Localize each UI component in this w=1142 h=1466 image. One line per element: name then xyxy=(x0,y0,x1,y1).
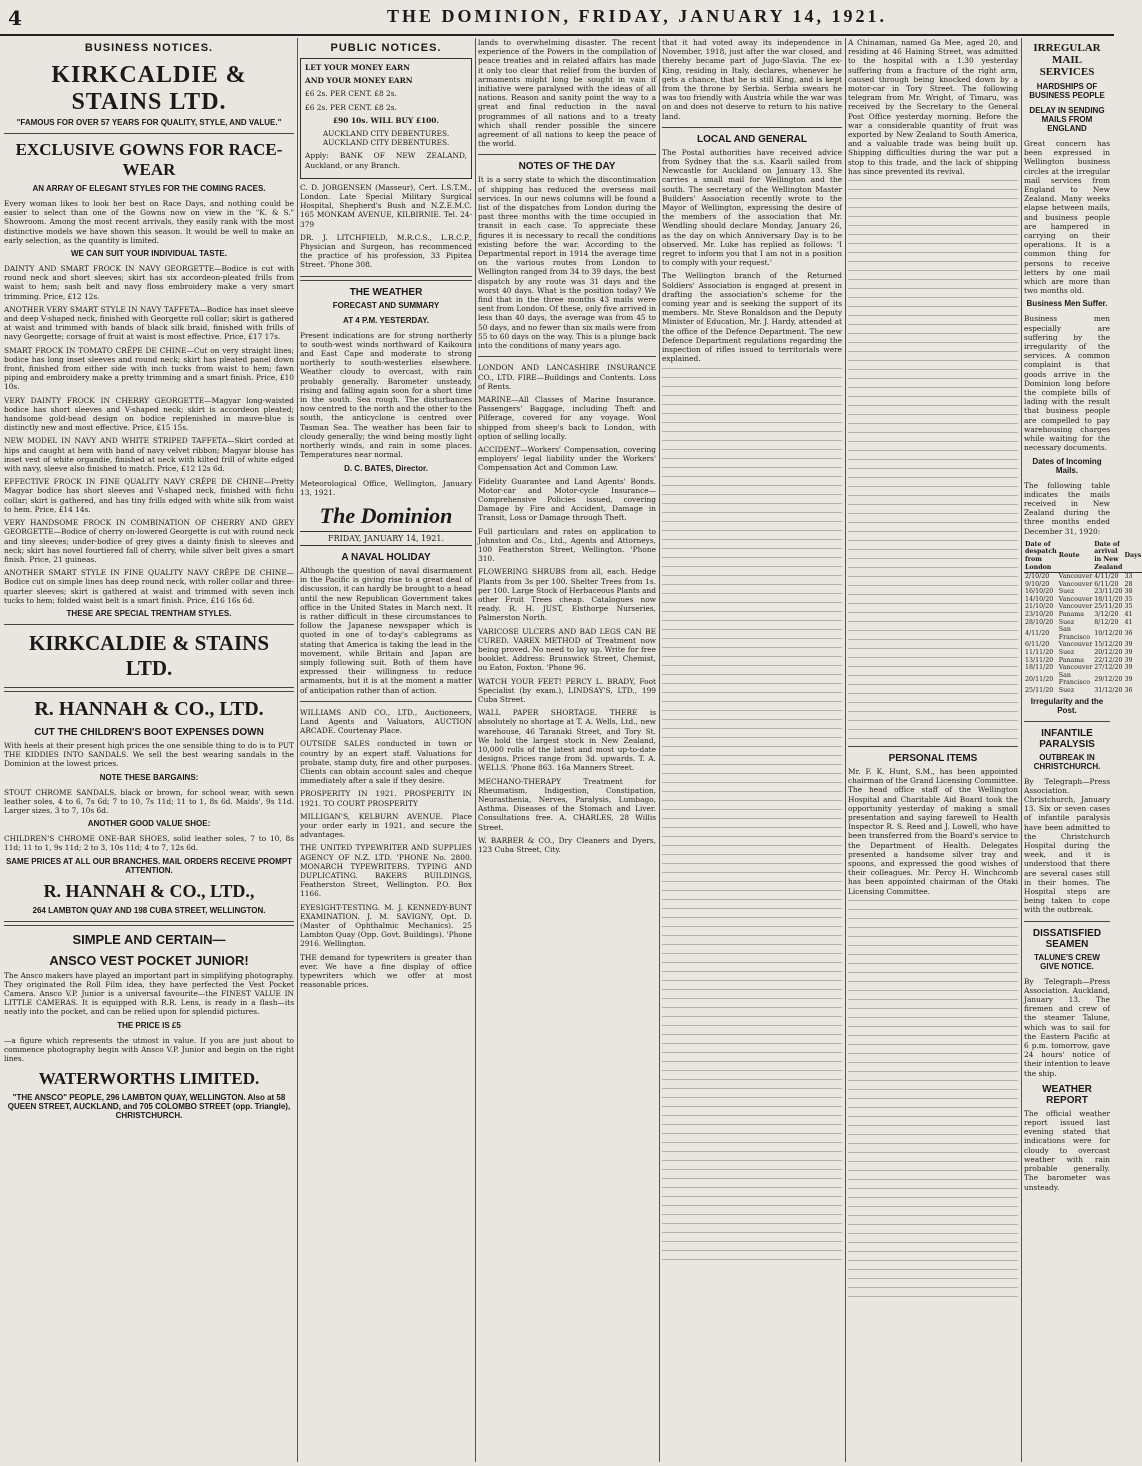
table-cell: 6/11/20 xyxy=(1025,641,1050,649)
prices-line: SAME PRICES AT ALL OUR BRANCHES. MAIL ORDERS RECEIVE PROMPT ATTENTION. xyxy=(5,856,293,875)
table-cell: 27/12/20 xyxy=(1094,664,1123,672)
frock-item: VERY HANDSOME FROCK IN COMBINATION OF CHERRY AND GREY GEORGETTE—Bodice of cherry on-lowered Georgette is cut with round neck and tiny sleeves; under-bodice of grey gives a dainty finish to sleeves and neck; skirt has novel fourtiered fall of cherry, while silver belt gives a smart finish. Price, 21 guineas. xyxy=(4,518,294,564)
table-cell: 14/10/20 xyxy=(1025,595,1054,603)
table-cell: Suez xyxy=(1058,649,1075,657)
table-cell: Vancouver xyxy=(1058,573,1093,581)
table-cell: 28/10/20 xyxy=(1025,618,1054,626)
personal-text: Mr. F. K. Hunt, S.M., has been appointed chairman of the Grand Licensing Committee. The head office staff of the Wellington Hospital and Charitable Aid Board took the opportunity yesterday of making a small presentation and saying farewell to Health Inspector R. S. Reed and J. Lowell, who have been transferred from the Board's service to the Department of Health. Delegates presented a handsome silver tray and spoons, and expressed the good wishes of their colleagues. Mr. Percy H. Winchcomb has been appointed chairman of the Otaki Licensing Committee. xyxy=(848,767,1018,896)
column-rule xyxy=(1021,38,1022,1462)
value-text: CHILDREN'S CHROME ONE-BAR SHOES, solid leather soles, 7 to 10, 8s 11d; 11 to 1, 9s 11d; 2 to 3, 10s 11d; 4 to 7, 12s 6d. xyxy=(4,834,294,853)
table-cell: 4/11/20 xyxy=(1025,630,1050,638)
money-line: AND YOUR MONEY EARN xyxy=(305,76,413,86)
table-cell: 9/10/20 xyxy=(1025,580,1050,588)
table-cell: Vancouver xyxy=(1058,641,1093,649)
boots-text: With heels at their present high prices the one sensible thing to do is to PUT THE KIDDIES INTO SANDALS. We sell the best wearing sandals in the Dominion at the lowest prices. xyxy=(4,740,294,769)
seamen-heading: DISSATISFIED SEAMEN xyxy=(1032,927,1102,950)
table-cell: 16/10/20 xyxy=(1025,588,1054,596)
table-cell: 6/11/20 xyxy=(1094,580,1119,588)
table-cell: 8/12/20 xyxy=(1094,618,1119,626)
classified-ad: WATCH YOUR FEET! PERCY L. BRADY, Foot Specialist (by exam.), LINDSAY'S, LTD., 199 Cuba Street. xyxy=(478,676,656,704)
classified-ad: W. BARBER & CO., Dry Cleaners and Dyers, 123 Cuba Street, City. xyxy=(478,835,656,855)
hannah-title: R. HANNAH & CO., LTD. xyxy=(34,697,264,720)
table-cell: 33 xyxy=(1124,573,1133,581)
table-cell: 35 xyxy=(1124,595,1133,603)
bargains-heading: NOTE THESE BARGAINS: xyxy=(99,772,199,782)
classified-ad: PROSPERITY IN 1921. PROSPERITY IN 1921. TO COURT PROSPERITY xyxy=(300,789,472,808)
table-row xyxy=(1024,619,1142,627)
table-cell: 4/11/20 xyxy=(1094,573,1119,581)
classified-ad: WILLIAMS AND CO., LTD., Auctioneers, Land Agents and Valuators, AUCTION ARCADE. Courtenay Place. xyxy=(300,707,472,736)
table-row xyxy=(1024,588,1142,596)
divider xyxy=(4,624,294,625)
table-cell: 36 xyxy=(1124,687,1133,694)
masthead xyxy=(0,0,1114,36)
suit-line: WE CAN SUIT YOUR INDIVIDUAL TASTE. xyxy=(70,249,227,259)
table-cell: Vancouver xyxy=(1058,595,1093,603)
local-text-2: The Wellington branch of the Returned Soldiers' Association is engaged at present in drafting the association's scheme for the coming year and is seeking the support of its members. Mr. Steve Ronaldson and the Deputy Minister of Education, Mr. J. Hardy, attended at the office of the Defence Department. The new Defence Department regulations regarding the inspection of rifles issued to territorials were explained. xyxy=(662,271,842,364)
jorgensen-ad: C. D. JORGENSEN (Masseur), Cert. I.S.T.M., London. Late Special Military Surgical Hospital, Shepherd's Bush and N.Z.E.M.C. 165 MONKAM AVENUE, KILBIRNIE. Tel. 24-379 xyxy=(300,182,472,229)
classified-ad: Full particulars and rates on application to Johnston and Co., Ltd., Agents and Attorneys, 100 Featherston Street, Wellington. 'Phone 310. xyxy=(478,526,656,564)
table-row xyxy=(1024,664,1142,672)
delay-heading: DELAY IN SENDING MAILS FROM ENGLAND xyxy=(1029,106,1105,133)
news-continued: that it had voted away its independence in November, 1918, just after the war closed, and thereby became part of Jugo-Slavia. The ex-King, residing in Italy, declares, whenever he gets a chance, that he is still King, and is kept from the throne by Serbia. Serbia swears he was too friendly with Austria while the war was on and does not deserve to return to his native land. xyxy=(662,38,842,121)
table-cell: Suez xyxy=(1058,618,1075,626)
irregular-heading: IRREGULAR MAIL SERVICES xyxy=(1033,42,1101,78)
hannah-address: 264 LAMBTON QUAY AND 198 CUBA STREET, WELLINGTON. xyxy=(32,905,266,915)
table-cell: Vancouver xyxy=(1058,580,1093,588)
seamen-text: By Telegraph—Press Association. Auckland, January 13. The firemen and crew of the steamer Talune, which was to sail for the Eastern Pacific at 6 p.m. tomorrow, gave 24 hours' notice of their intention to leave the ship. xyxy=(1024,976,1110,1078)
brand-tagline: "FAMOUS FOR OVER 57 YEARS FOR QUALITY, STYLE, AND VALUE." xyxy=(16,118,282,127)
table-row xyxy=(1024,649,1142,657)
naval-continued: lands to overwhelming disaster. The recent experience of the Powers in the compilation of peace treaties and in related affairs has made it only too clear that relief from the burden of armaments might long be sought in vain if initiative were paralysed with the ideas of all nations. Reason and sanity point the way to a great and final reduction in the naval programmes of all nations and to a treaty which shall render possible the sincere agreement of all nations to keep the peace of the world. xyxy=(478,38,656,149)
weather-heading: THE WEATHER xyxy=(349,286,423,298)
table-row xyxy=(1024,596,1142,604)
frock-item: ANOTHER SMART STYLE IN FINE QUALITY NAVY CRÊPE DE CHINE—Bodice cut on simple lines has deep round neck, with roller collar and three-quarter sleeves; skirt is gathered at waist and trimmed with seven inch tucks to hem; folded waist belt is a smart finish. Price, £16 16s 6d. xyxy=(4,568,294,605)
weather-report-text: The official weather report issued last evening stated that indications were for cloudy to overcast weather with rain probable generally. The barometer was unsteady. xyxy=(1024,1108,1110,1192)
table-cell: 23/10/20 xyxy=(1025,611,1054,619)
text-body-filler xyxy=(848,900,1018,1300)
dates-heading: Dates of Incoming Mails. xyxy=(1032,456,1102,475)
table-row xyxy=(1024,672,1142,687)
table-cell: 39 xyxy=(1124,675,1133,683)
brand-repeat: KIRKCALDIE & STAINS LTD. xyxy=(29,630,269,680)
gowns-subheading: AN ARRAY OF ELEGANT STYLES FOR THE COMING RACES. xyxy=(32,184,266,193)
naval-text: Although the question of naval disarmament in the Pacific is giving rise to a great deal of discussion, it can hardly be brought to a head until the new Republican Government takes office in the United States in March next. It is rather difficult in these circumstances to follow the Japanese newspaper which is quoted in one of to-day's cablegrams as stating that America is taking the lead in the movement, while Britain and Japan are simply following suit. Both of them have expressed their willingness to reduce armaments, but it is at the moment a matter of anticipation rather than of action. xyxy=(300,565,472,695)
text-body-filler xyxy=(662,368,842,1268)
gowns-heading: EXCLUSIVE GOWNS FOR RACE-WEAR xyxy=(15,140,283,179)
table-cell: 36 xyxy=(1124,630,1133,638)
page-number: 4 xyxy=(8,6,22,30)
table-cell: 35 xyxy=(1124,603,1133,611)
classified-ad: LONDON AND LANCASHIRE INSURANCE CO., LTD. FIRE—Buildings and Contents. Loss of Rents. xyxy=(478,363,656,391)
divider xyxy=(478,356,656,357)
divider xyxy=(4,921,294,926)
table-cell: 15/12/20 xyxy=(1094,641,1123,649)
hannah-repeat: R. HANNAH & CO., LTD., xyxy=(43,880,255,901)
divider xyxy=(4,133,294,134)
outbreak-text: By Telegraph—Press Association. Christchurch, January 13. Six or seven cases of infantile paralysis have been admitted to the Christchurch Hospital during the week, and it is understood that there are several cases still in their homes. The Hospital steps are being taken to cope with the outbreak. xyxy=(1024,776,1110,915)
hardships-heading: HARDSHIPS OF BUSINESS PEOPLE xyxy=(1029,82,1105,100)
column-rule xyxy=(297,38,298,1462)
ansco-heading: SIMPLE AND CERTAIN— xyxy=(72,931,226,947)
column-news xyxy=(662,38,842,1462)
column-rule xyxy=(659,38,660,1462)
frock-item: ANOTHER VERY SMART STYLE IN NAVY TAFFETA—Bodice has inset sleeve and deep V-shaped neck, finished with Georgette roll collar; skirt is gathered at waist and trimmed with bands of black silk braid, finished with frills of navy Georgette; corsage of fruit at waist is most effective. Price, £17 17s. xyxy=(4,304,294,342)
column-public-notices xyxy=(300,38,472,1462)
ansco-text: The Ansco makers have played an important part in simplifying photography. They originated the Roll Film idea, they have perfected the Vest Pocket Camera. Ansco V.P. Junior is a universal favourite—the FINEST VALUE IN LITTLE CAMERAS. It is equipped with R.R. Lens, is ready in a flash—its neatly into the pocket, and can be relied upon for splendid pictures. xyxy=(4,970,294,1017)
naval-heading: A NAVAL HOLIDAY xyxy=(341,551,431,563)
table-row xyxy=(1024,626,1142,641)
table-row xyxy=(1024,657,1142,665)
table-cell: 18/11/20 xyxy=(1094,595,1123,603)
local-heading: LOCAL AND GENERAL xyxy=(697,133,807,145)
frock-item: EFFECTIVE FROCK IN FINE QUALITY NAVY CRÊPE DE CHINE—Pretty Magyar bodice has short sleeves and V-shaped neck, finished with fichu collar; skirt is gathered, and has tiny frills edged with white silk from waist to hem. Price, £14 14s. xyxy=(4,477,294,514)
waterworths-title: WATERWORTHS LIMITED. xyxy=(38,1069,260,1089)
classified-ad: EYESIGHT-TESTING. M. J. KENNEDY-BUNT EXAMINATION. J. M. SAVIGNY, Opt. D. (Master of Ophthalmic Mechanics). 25 Lambton Quay (Opp. Govt. Buildings). 'Phone 2916. Wellington. xyxy=(300,902,472,949)
column-rule xyxy=(845,38,846,1462)
frock-item: NEW MODEL IN NAVY AND WHITE STRIPED TAFFETA—Skirt corded at hips and caught at hem with band of navy velvet ribbon; Magyar blouse has inset vest of white organdie, finished at neck with kilted frill of white edged with navy, sleeve also finished to match. Price, £12 12s 6d. xyxy=(4,436,294,474)
frock-item: DAINTY AND SMART FROCK IN NAVY GEORGETTE—Bodice is cut with round neck and short sleeves; skirt has six accordeon-pleated frills from waist to hem; sash belt and navy floss embroidery make a very smart trimming. Price, £12 12s. xyxy=(4,264,294,301)
table-cell: 39 xyxy=(1124,649,1133,657)
money-line: £90 10s. WILL BUY £100. xyxy=(333,115,439,125)
bargains-text: STOUT CHROME SANDALS, black or brown, for school wear, with sewn leather soles, 4 to 6, 7s 6d; 7 to 10, 7s 11d; 11 to 1, 8s 6d. Maids', 9s 11d. Larger sizes, 3 to 7, 10s 6d. xyxy=(4,787,294,815)
outbreak-heading: OUTBREAK IN CHRISTCHURCH. xyxy=(1033,752,1101,771)
table-cell: 28 xyxy=(1124,580,1133,588)
classified-ad: FLOWERING SHRUBS from all, each. Hedge Plants from 3s per 100. Shelter Trees from 1s. per 100. Large Stock of Herbaceous Plants and other Fruit Trees cheap. Catalogues now ready. R. H. JUST, Elsthorpe Nurseries, Palmerston North. xyxy=(478,567,656,623)
table-cell: 25/11/20 xyxy=(1094,603,1123,611)
classified-ad: OUTSIDE SALES conducted in town or country by an expert staff. Valuations for probate, stamp duty, fire and other purposes. Clients can obtain account sales and cheque immediately after a sale if they desire. xyxy=(300,739,472,786)
waterworths-address: "THE ANSCO" PEOPLE, 296 LAMBTON QUAY, WELLINGTON. Also at 58 QUEEN STREET, AUCKLAND, and 705 COLOMBO STREET (opp. Triangle), CHRISTCHURCH. xyxy=(7,1093,291,1121)
masthead-title: THE DOMINION, FRIDAY, JANUARY 14, 1921. xyxy=(387,6,887,26)
table-row xyxy=(1024,611,1142,619)
column-business-notices xyxy=(4,38,294,1462)
boots-heading: CUT THE CHILDREN'S BOOT EXPENSES DOWN xyxy=(34,726,264,738)
table-cell: 18/11/20 xyxy=(1025,664,1054,672)
table-cell: 20/11/20 xyxy=(1025,675,1054,683)
divider xyxy=(300,276,472,281)
column-editorial xyxy=(478,38,656,1462)
brand-title: KIRKCALDIE & STAINS LTD. xyxy=(51,62,247,115)
table-cell: Panama xyxy=(1058,656,1085,664)
classified-ad: WALL PAPER SHORTAGE. THERE is absolutely no shortage at T. A. Wells, Ltd., new warehouse, 46 Taranaki Street, and Tory St. We hold the largest stock in New Zealand, 10,000 rolls of the latest and most up-to-date designs. Prices range from 3d. upwards. T. A. WELLS. 'Phone 863. 16a Manners Street. xyxy=(478,708,656,773)
table-row xyxy=(1024,581,1142,589)
debentures-line: AUCKLAND CITY DEBENTURES. AUCKLAND CITY DEBENTURES. xyxy=(322,129,450,148)
paper-title: The Dominion xyxy=(319,502,453,528)
ansco-subheading: ANSCO VEST POCKET JUNIOR! xyxy=(49,952,249,968)
value-heading: ANOTHER GOOD VALUE SHOE: xyxy=(87,819,211,829)
gowns-text: Every woman likes to look her best on Race Days, and nothing could be easier to select than one of the Gowns now on view in the "K. & S." Showroom. Among the most recent arrivals, they easily rank with the most distinctive models we have shown this season. It would be well to make an early selection, as the quantity is limited. xyxy=(4,199,294,245)
column-header: Days xyxy=(1124,540,1142,573)
money-ad xyxy=(300,58,472,179)
divider xyxy=(4,687,294,692)
money-line: £6 2s. PER CENT. £8 2s. xyxy=(305,89,397,99)
section-header: BUSINESS NOTICES. xyxy=(84,42,214,54)
classified-ad: MARINE—All Classes of Marine Insurance. Passengers' Baggage, including Theft and Pilferage, covered for any voyage. Wool shipped from sheep's back to London, with option of selling locally. xyxy=(478,394,656,441)
classified-ad: ACCIDENT—Workers' Compensation, covering employers' legal liability under the Workers' Compensation Act and Common Law. xyxy=(478,444,656,473)
table-cell: Panama xyxy=(1058,611,1085,619)
forecast-text: Present indications are for strong northerly to south-west winds northward of Kaikoura and East Cape and moderate to strong northerly to south-westerlies elsewhere. Weather cloudy to overcast, with rain probably generally. Barometer unsteady, rising and falling again soon for a short time in the south. Sea rough. The disturbances now centred to the north and the other to the south, the anticyclone is centred over Tasman Sea. The weather has been fair to cloudy generally; the wind being mostly light northerly winds, and rain in some places. Temperatures near normal. xyxy=(300,330,472,460)
notes-text: It is a sorry state to which the discontinuation of shipping has reduced the overseas mail services. In our news columns will be found a list of the dispatches from London during the past three months with the time occupied in transit in each case. To appreciate these figures it is necessary to recall the conditions existing before the war. According to the Departmental report in 1914 the average time on the various routes from London to Wellington ranged from 34 to 39 days, the best dispatch by any route was 31 days and the worst 40 days. What is the position today? We find that in the three months 43 mails were sent from London. Of these, only five arrived in less than 40 days, the average was from 45 to 50 days, and no fewer than six mails were from 55 to 60 days on the way. This is a plunge back into the conditions of many years ago. xyxy=(478,175,656,351)
mail-table xyxy=(1024,540,1142,695)
litchfield-ad: DR. J. LITCHFIELD, M.R.C.S., L.R.C.P., Physician and Surgeon, has recommenced the practice of his profession, 33 Pipitea Street. 'Phone 308. xyxy=(300,232,472,270)
forecast-time: AT 4 P.M. YESTERDAY. xyxy=(343,315,429,325)
local-text: The Postal authorities have received advice from Sydney that the s.s. Kaarli sailed from Newcastle for Auckland on January 13. She carries a small mail for Wellington and the south. The secretary of the Wellington Master Builders' Association recently wrote to the Mayor of Wellington, expressing the desire of the members of the association that Mr. Wendling should declare Monday, January 26, as the day on which Anniversary Day is to be observed. Mr. Luke has replied as follows: 'I regret to inform you that I am not in a position to comply with your request.' xyxy=(662,147,842,268)
classified-ad: Fidelity Guarantee and Land Agents' Bonds. Motor-car and Motor-cycle Insurance—Comprehensive Policies issued, covering Damage by Fire and Accident, Damage in Transit, Loss or Damage through Theft. xyxy=(478,476,656,523)
seamen-subheading: TALUNE'S CREW GIVE NOTICE. xyxy=(1034,952,1100,971)
frock-item: SMART FROCK IN TOMATO CRÊPE DE CHINE—Cut on very straight lines; bodice has long inset sleeves and round neck; skirt has pleated panel down front, finished from either side with inch tucks from waist to hem; fawn piping and embroidery make a pretty trimming and a smart finish. Price, £10 10s. xyxy=(4,345,295,392)
classified-ad: THE UNITED TYPEWRITER AND SUPPLIES AGENCY OF N.Z. LTD. 'PHONE No. 2800. MONARCH TYPEWRITERS. TYPING AND DUPLICATING. BAKERS BUILDINGS, Featherston Street, Wellington. P.O. Box 1166. xyxy=(300,843,472,899)
debentures-text: Apply: BANK OF NEW ZEALAND, Auckland, or any Branch. xyxy=(305,151,467,170)
table-row xyxy=(1024,641,1142,649)
paper-date: FRIDAY, JANUARY 14, 1921. xyxy=(300,531,472,546)
table-row xyxy=(1024,603,1142,611)
table-cell: Vancouver xyxy=(1058,603,1093,611)
table-cell: Vancouver xyxy=(1058,664,1093,672)
divider xyxy=(300,701,472,702)
infantile-heading: INFANTILE PARALYSIS xyxy=(1039,727,1095,750)
table-cell: San Francisco xyxy=(1058,671,1091,687)
table-cell: 23/11/20 xyxy=(1094,588,1123,596)
table-cell: 31/12/20 xyxy=(1094,687,1123,694)
table-cell: 39 xyxy=(1124,641,1133,649)
personal-heading: PERSONAL ITEMS xyxy=(888,753,978,765)
table-header-row xyxy=(1024,540,1142,573)
money-line: £6 2s. PER CENT. £8 2s. xyxy=(305,102,397,112)
table-body xyxy=(1024,573,1142,695)
weather-report-heading: WEATHER REPORT xyxy=(1042,1083,1092,1106)
table-cell: 10/12/20 xyxy=(1094,630,1123,638)
divider xyxy=(848,746,1018,747)
ansco-text-2: —a figure which represents the utmost in value. If you are just about to commence photography begin with Ansco V.P. Junior and begin on the right lines. xyxy=(4,1035,294,1063)
table-row xyxy=(1024,573,1142,581)
trentham-line: THESE ARE SPECIAL TRENTHAM STYLES. xyxy=(66,608,232,618)
section-header: PUBLIC NOTICES. xyxy=(330,42,442,54)
divider xyxy=(1024,721,1110,722)
suffer-heading: Business Men Suffer. xyxy=(1026,299,1108,309)
table-cell: 11/11/20 xyxy=(1025,649,1054,657)
table-cell: 39 xyxy=(1124,656,1133,664)
forecast-sign: D. C. BATES, Director. xyxy=(344,463,428,473)
table-row xyxy=(1024,687,1142,695)
table-cell: 29/12/20 xyxy=(1094,675,1123,683)
classified-ad: VARICOSE ULCERS AND BAD LEGS CAN BE CURED. VAREX METHOD of Treatment now being proved. No need to lay up. Write for free booklet. Address: Brunswick Street, Chemist, ou Eaton, Foxton. 'Phone 96. xyxy=(478,626,656,673)
frock-item: VERY DAINTY FROCK IN CHERRY GEORGETTE—Magyar long-waisted bodice has short sleeves and V-shaped neck; skirt is accordeon pleated; handsome gold-bead design on bodice replenished in mauve-blue is distinctly new and most effective. Price, £15 15s. xyxy=(4,395,294,433)
classified-ad: MECHANO-THERAPY Treatment for Rheumatism, Indigestion, Constipation, Neurasthenia, Nerves, Paralysis, Lumbago, Asthma. Diseases of the Stomach and Liver. Consultations free. A. CHARLES, 28 Willis Street. xyxy=(478,776,656,832)
table-cell: Suez xyxy=(1058,687,1075,694)
ansco-price: THE PRICE IS £5 xyxy=(117,1020,181,1030)
table-cell: 41 xyxy=(1124,618,1133,626)
column-news-2 xyxy=(848,38,1018,1462)
column-mail-services xyxy=(1024,38,1142,1462)
divider xyxy=(662,127,842,128)
table-cell: San Francisco xyxy=(1058,626,1091,641)
notes-heading: NOTES OF THE DAY xyxy=(518,161,616,173)
table-cell: 41 xyxy=(1124,611,1133,619)
table-cell: Suez xyxy=(1058,588,1075,596)
column-header: Date of despatch from London xyxy=(1024,540,1058,573)
forecast-heading: FORECAST AND SUMMARY xyxy=(332,300,440,310)
table-cell: 25/11/20 xyxy=(1025,687,1054,694)
table-cell: 20/12/20 xyxy=(1094,649,1123,657)
table-cell: 3/12/20 xyxy=(1094,611,1119,619)
divider xyxy=(1024,921,1110,922)
mail-text: Great concern has been expressed in Wellington business circles at the irregular mail services from England to New Zealand. Many weeks elapse between mails, and business people are hampered in carrying on their operations. It is a common thing for persons to receive letters by one mail which are more than two months old. xyxy=(1024,139,1110,296)
table-cell: 21/10/20 xyxy=(1025,603,1054,611)
table-cell: 2/10/20 xyxy=(1025,573,1050,581)
irregularity-heading: Irregularity and the Post. xyxy=(1030,696,1104,715)
column-rule xyxy=(475,38,476,1462)
forecast-office: Meteorological Office, Wellington, January 13, 1921. xyxy=(300,478,472,497)
suffer-text: Business men especially are suffering by the irregularity of the services. A common complaint is that goods arrive in the Dominion long before the complete bills of lading with the result that business people are compelled to pay warehousing charges while waiting for the necessary documents. xyxy=(1024,314,1110,453)
column-header: Date of arrival in New Zealand xyxy=(1093,540,1123,573)
classified-ad: MILLIGAN'S, KELBURN AVENUE. Place your order early in 1921, and secure the advantages. xyxy=(300,811,472,840)
table-cell: 22/12/20 xyxy=(1094,656,1123,664)
money-line: LET YOUR MONEY EARN xyxy=(305,63,410,72)
divider xyxy=(478,154,656,155)
table-cell: 38 xyxy=(1124,588,1133,596)
news-continued: A Chinaman, named Ga Mee, aged 20, and residing at 46 Haining Street, was admitted to the hospital with a 1.30 yesterday suffering from a fracture of the right arm, caused through being knocked down by a motor-car in Tory Street. The following telegram from Mr. Wright, of Timaru, was received by the Secretary to the General Post Office yesterday morning. Before the war a considerable quantity of fruit was exported by New Zealand to South America, and a valuable trade was being built up. Shipping difficulties during the war put a stop to this trade, and the lack of shipping has since prevented its revival. xyxy=(848,38,1018,176)
classified-ad: THE demand for typewriters is greater than ever. We have a fine display of office typewriters which we offer at most reasonable prices. xyxy=(300,952,472,990)
column-header: Route xyxy=(1058,540,1093,573)
table-cell: 39 xyxy=(1124,664,1133,672)
dates-text: The following table indicates the mails received in New Zealand during the three months ended December 31, 1920: xyxy=(1024,480,1110,536)
text-body-filler xyxy=(848,180,1018,740)
table-cell: 13/11/20 xyxy=(1025,656,1054,664)
